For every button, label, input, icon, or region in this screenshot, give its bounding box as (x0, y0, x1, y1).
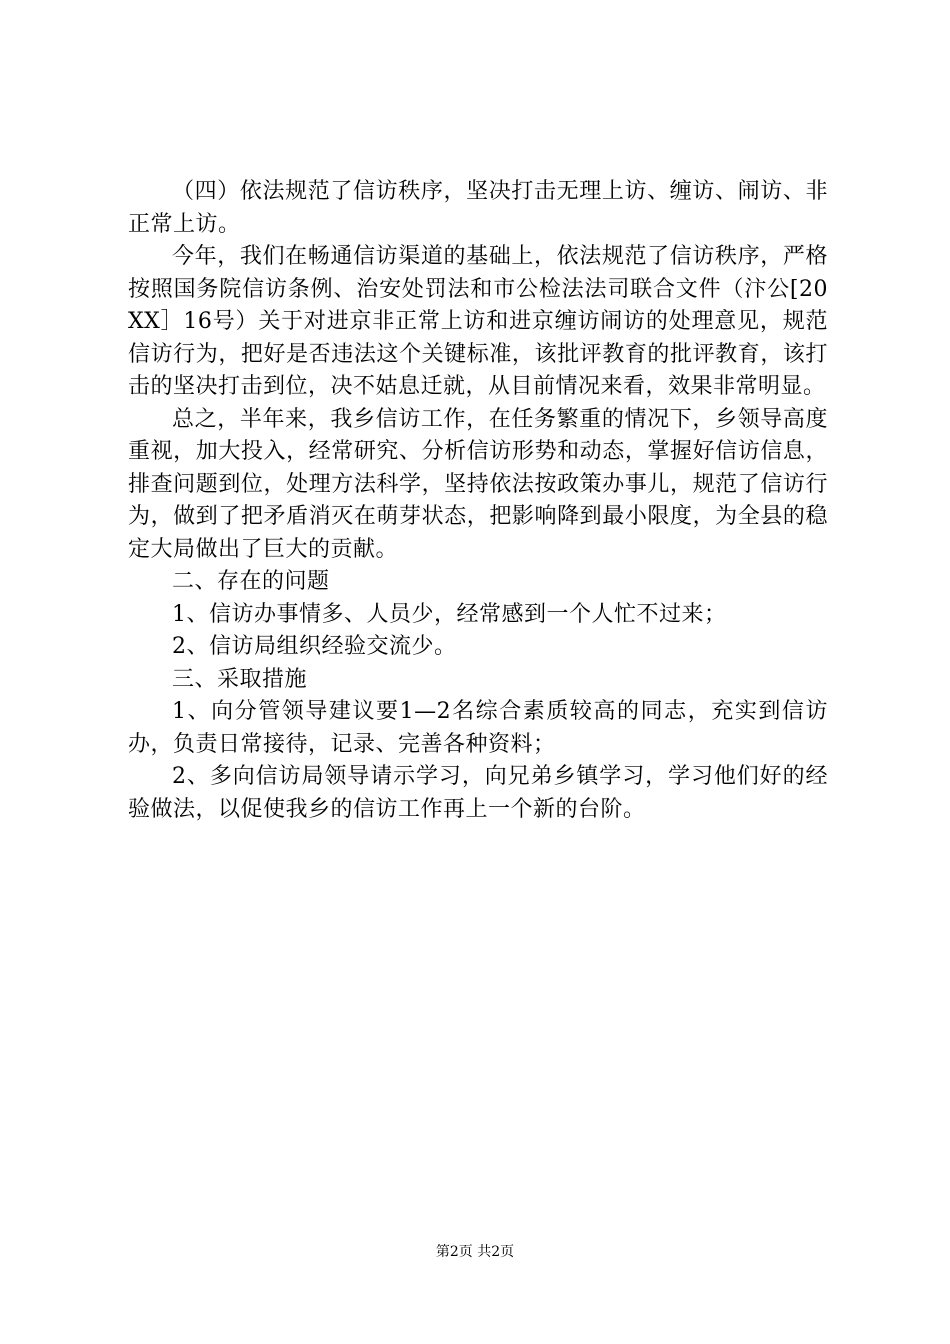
measure-item-2: 2、多向信访局领导请示学习，向兄弟乡镇学习，学习他们好的经验做法，以促使我乡的信访工作再上一个新的台阶。 (128, 764, 828, 822)
paragraph-section-four: （四）依法规范了信访秩序，坚决打击无理上访、缠访、闹访、非正常上访。 (128, 179, 828, 237)
page-footer: 第2页 共2页 (435, 1244, 515, 1260)
problem-item-1: 1、信访办事情多、人员少，经常感到一个人忙不过来； (172, 601, 727, 627)
paragraph-summary: 总之，半年来，我乡信访工作，在任务繁重的情况下，乡领导高度重视，加大投入，经常研究、分析信访形势和动态，掌握好信访信息，排查问题到位，处理方法科学，坚持依法按政策办事儿，规范了信访行为，做到了把矛盾消灭在萌芽状态，把影响降到最小限度，为全县的稳定大局做出了巨大的贡献。 (128, 406, 828, 562)
heading-existing-problems: 二、存在的问题 (172, 569, 330, 594)
heading-measures: 三、采取措施 (172, 666, 308, 692)
paragraph-this-year: 今年，我们在畅通信访渠道的基础上，依法规范了信访秩序，严格按照国务院信访条例、治安处罚法和市公检法法司联合文件（汴公[20XX］16号）关于对进京非正常上访和进京缠访闹访的处理意见，规范信访行为，把好是否违法这个关键标准，该批评教育的批评教育，该打击的坚决打击到位，决不姑息迁就，从目前情况来看，效果非常明显。 (128, 244, 828, 399)
problem-item-2: 2、信访局组织经验交流少。 (172, 634, 457, 659)
measure-item-1: 1、向分管领导建议要1—2名综合素质较高的同志，充实到信访办，负责日常接待，记录、完善各种资料； (128, 699, 828, 757)
document-body (128, 176, 828, 826)
